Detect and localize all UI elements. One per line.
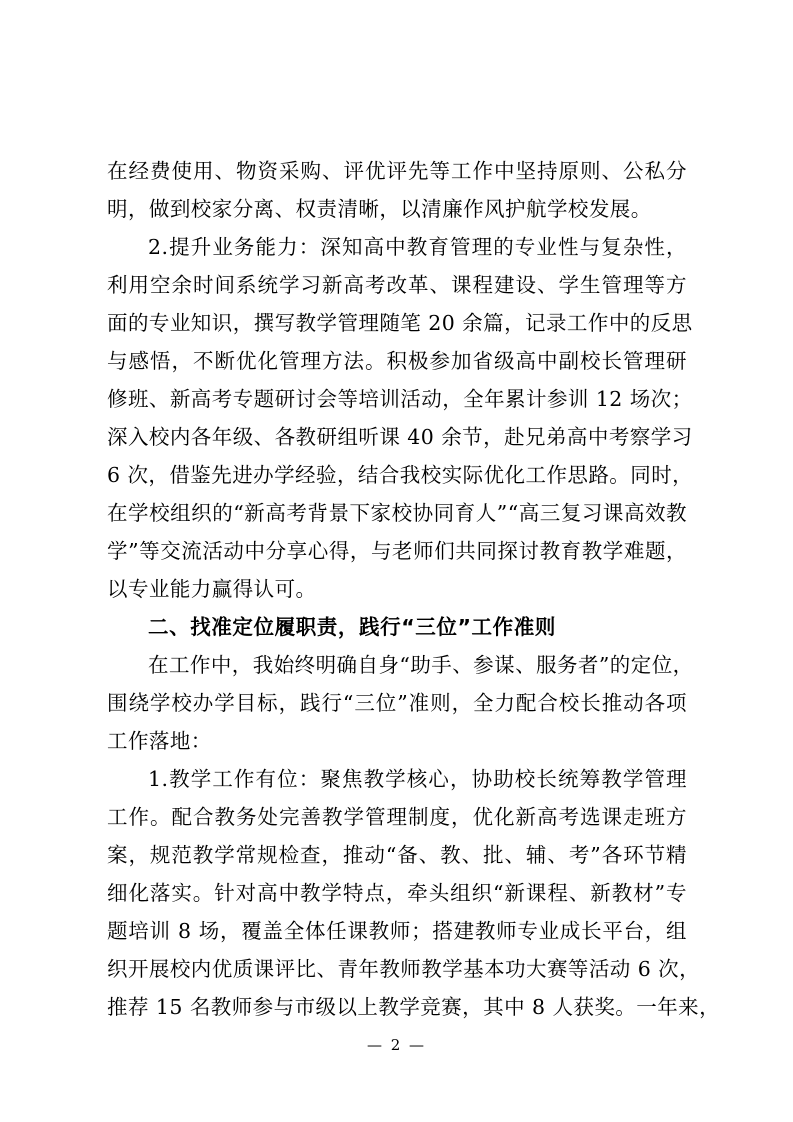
- paragraph-line: 题培训 8 场，覆盖全体任课教师；搭建教师专业成长平台，组: [107, 919, 687, 943]
- paragraph-line: 6 次，借鉴先进办学经验，结合我校实际优化工作思路。同时，: [107, 463, 694, 487]
- paragraph-line: 围绕学校办学目标，践行“三位”准则，全力配合校长推动各项: [107, 691, 687, 715]
- paragraph-line: 深入校内各年级、各教研组听课 40 余节，赴兄弟高中考察学习: [107, 425, 693, 449]
- section-heading: 二、找准定位履职责，践行“三位”工作准则: [148, 615, 556, 639]
- paragraph-line: 2.提升业务能力：深知高中教育管理的专业性与复杂性，: [148, 235, 687, 259]
- paragraph-line: 在经费使用、物资采购、评优评先等工作中坚持原则、公私分: [107, 159, 687, 183]
- paragraph-line: 1.教学工作有位：聚焦教学核心，协助校长统筹教学管理: [148, 767, 687, 791]
- paragraph-line: 与感悟，不断优化管理方法。积极参加省级高中副校长管理研: [107, 349, 687, 373]
- paragraph-line: 学”等交流活动中分享心得，与老师们共同探讨教育教学难题，: [107, 539, 687, 563]
- paragraph-line: 推荐 15 名教师参与市级以上教学竞赛，其中 8 人获奖。一年来，: [107, 995, 721, 1019]
- paragraph-line: 面的专业知识，撰写教学管理随笔 20 余篇，记录工作中的反思: [107, 311, 693, 335]
- paragraph-line: 织开展校内优质课评比、青年教师教学基本功大赛等活动 6 次，: [107, 957, 701, 981]
- paragraph-line: 明，做到校家分离、权责清晰，以清廉作风护航学校发展。: [107, 197, 652, 221]
- document-body: [107, 152, 721, 1026]
- paragraph-line: 以专业能力赢得认可。: [107, 577, 317, 601]
- paragraph-line: 在工作中，我始终明确自身“助手、参谋、服务者”的定位，: [148, 653, 694, 677]
- paragraph-line: 工作。配合教务处完善教学管理制度，优化新高考选课走班方: [107, 805, 687, 829]
- paragraph-line: 利用空余时间系统学习新高考改革、课程建设、学生管理等方: [107, 273, 687, 297]
- paragraph-line: 工作落地：: [107, 729, 212, 753]
- paragraph-line: 在学校组织的“新高考背景下家校协同育人”“高三复习课高效教: [107, 501, 687, 525]
- paragraph-line: 案，规范教学常规检查，推动“备、教、批、辅、考”各环节精: [107, 843, 687, 867]
- paragraph-line: 修班、新高考专题研讨会等培训活动，全年累计参训 12 场次；: [107, 387, 693, 411]
- page-number: — 2 —: [366, 1036, 427, 1054]
- paragraph-line: 细化落实。针对高中教学特点，牵头组织“新课程、新教材”专: [107, 881, 687, 905]
